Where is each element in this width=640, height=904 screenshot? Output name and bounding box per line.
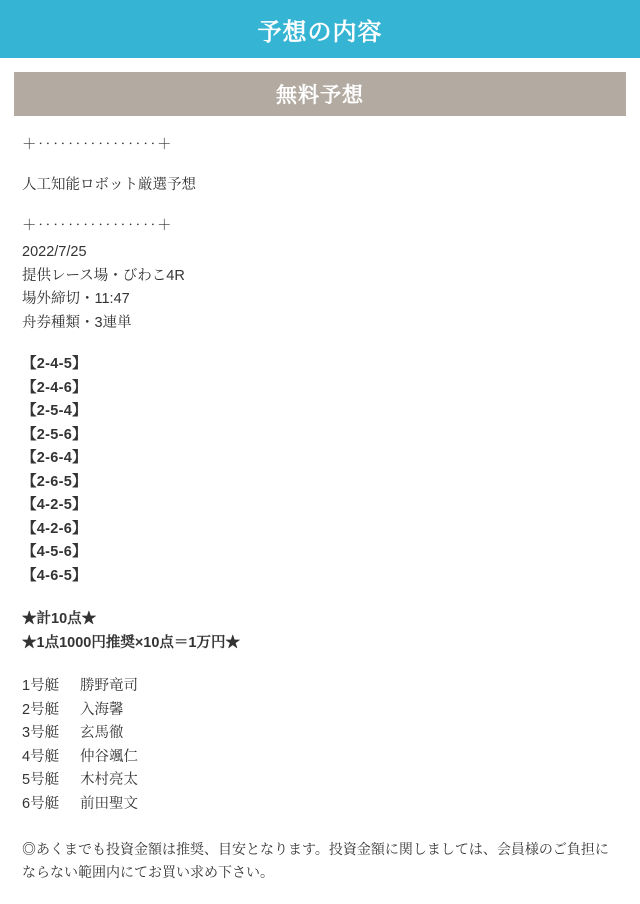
- racer-name: 玄馬徹: [80, 725, 124, 742]
- race-info-block: [22, 241, 618, 335]
- racer-row: [22, 746, 618, 769]
- racer-row: [22, 793, 618, 816]
- racers-list: [22, 675, 618, 816]
- pick-item: 【2-4-5】: [22, 356, 87, 373]
- racer-name: 勝野竜司: [80, 678, 138, 695]
- section-title: 無料予想: [276, 84, 364, 107]
- pick-item: 【2-4-6】: [22, 379, 87, 396]
- pick-item: 【2-5-4】: [22, 403, 87, 420]
- lead-text: 人工知能ロボット厳選予想: [22, 177, 196, 194]
- racer-row: [22, 722, 618, 745]
- pick-item: 【2-6-4】: [22, 450, 87, 467]
- racer-number: 1号艇: [22, 678, 60, 695]
- total-amount: ★1点1000円推奨×10点＝1万円★: [22, 634, 240, 651]
- divider-top: ＋‥‥‥‥‥‥‥‥＋: [22, 137, 172, 153]
- page-title: 予想の内容: [257, 18, 383, 46]
- pick-item: 【4-5-6】: [22, 544, 87, 561]
- racer-row: [22, 699, 618, 722]
- totals-block: [22, 608, 618, 655]
- racer-number: 5号艇: [22, 772, 60, 789]
- racer-name: 前田聖文: [80, 795, 138, 812]
- race-info-date: 2022/7/25: [22, 244, 87, 261]
- section-header: [14, 72, 626, 116]
- pick-item: 【2-6-5】: [22, 473, 87, 490]
- racer-number: 3号艇: [22, 725, 60, 742]
- racer-name: 木村亮太: [80, 772, 138, 789]
- disclaimer-block: [22, 838, 618, 884]
- race-info-deadline: 場外締切・11:47: [22, 291, 130, 308]
- picks-list: [22, 353, 618, 588]
- divider-second: ＋‥‥‥‥‥‥‥‥＋: [22, 217, 172, 234]
- prediction-content: [0, 116, 640, 904]
- race-info-bet-type: 舟券種類・3連単: [22, 314, 132, 331]
- racer-row: [22, 769, 618, 792]
- pick-item: 【4-2-6】: [22, 520, 87, 537]
- pick-item: 【2-5-6】: [22, 426, 87, 443]
- subheader-container: [0, 58, 640, 116]
- racer-number: 6号艇: [22, 795, 60, 812]
- racer-number: 2号艇: [22, 701, 60, 718]
- pick-item: 【4-2-5】: [22, 497, 87, 514]
- total-points: ★計10点★: [22, 611, 97, 628]
- racer-name: 入海馨: [80, 701, 124, 718]
- racer-number: 4号艇: [22, 748, 60, 765]
- disclaimer-text: ◎あくまでも投資金額は推奨、目安となります。投資金額に関しましては、会員様のご負担にならない範囲内にてお買い求め下さい。: [22, 841, 609, 881]
- racer-name: 仲谷颯仁: [80, 748, 138, 765]
- page-header: [0, 0, 640, 58]
- racer-row: [22, 675, 618, 698]
- pick-item: 【4-6-5】: [22, 567, 87, 584]
- race-info-venue: 提供レース場・びわこ4R: [22, 267, 185, 284]
